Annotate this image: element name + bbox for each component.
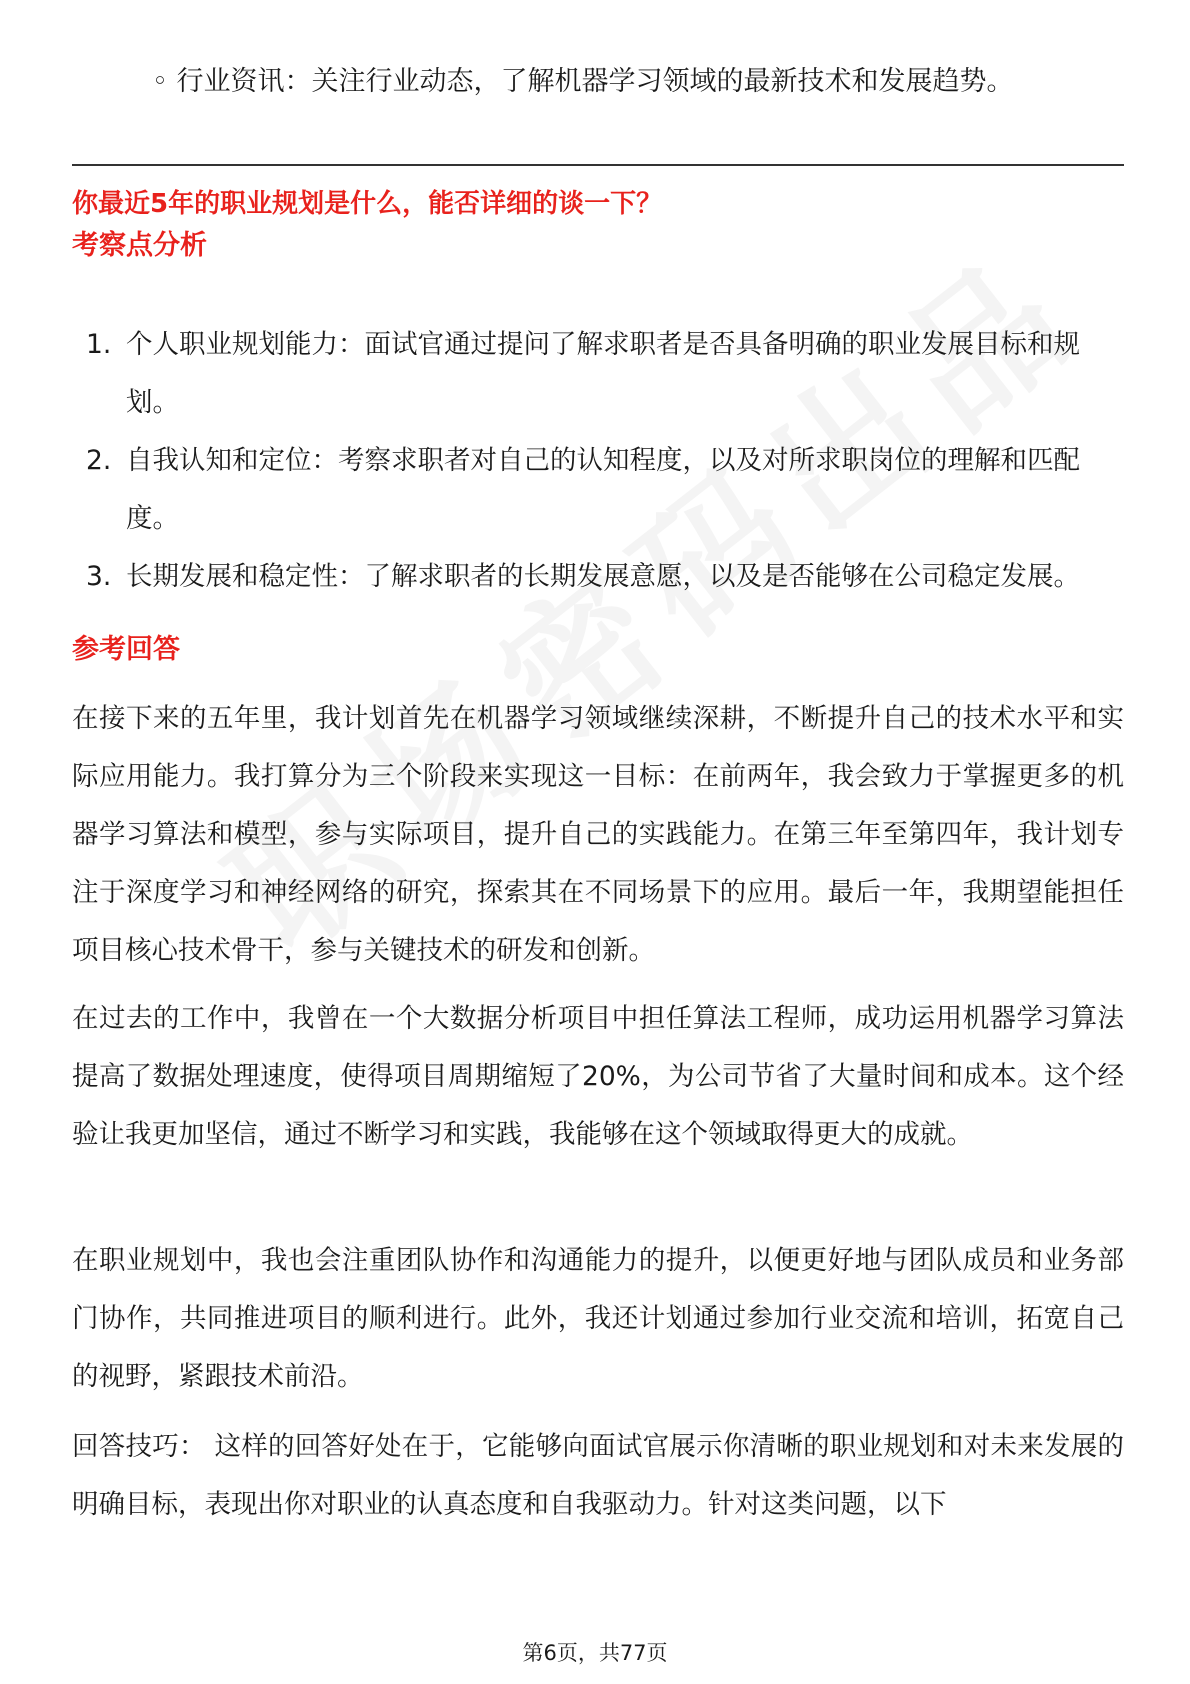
list-item: [72, 316, 1132, 432]
answer-tip-paragraph: 回答技巧： 这样的回答好处在于，它能够向面试官展示你清晰的职业规划和对未来发展的明确目标，表现出你对职业的认真态度和自我驱动力。针对这类问题，以下: [72, 1431, 1124, 1520]
list-item: [72, 548, 1132, 606]
list-item-text: 个人职业规划能力：面试官通过提问了解求职者是否具备明确的职业发展目标和规划。: [126, 329, 1080, 418]
list-item-text: 长期发展和稳定性：了解求职者的长期发展意愿，以及是否能够在公司稳定发展。: [126, 561, 1080, 592]
list-number: 1.: [86, 329, 112, 360]
answer-paragraph: 在过去的工作中，我曾在一个大数据分析项目中担任算法工程师，成功运用机器学习算法提高了数据处理速度，使得项目周期缩短了20%，为公司节省了大量时间和成本。这个经验让我更加坚信，通过不断学习和实践，我能够在这个领域取得更大的成就。: [72, 1003, 1124, 1150]
list-number: 2.: [86, 445, 112, 476]
list-item: [72, 432, 1132, 548]
answer-title: 参考回答: [72, 634, 180, 665]
analysis-title: 考察点分析: [72, 230, 207, 261]
page-number: 第6页，共77页: [522, 1641, 668, 1665]
list-item-text: 自我认知和定位：考察求职者对自己的认知程度，以及对所求职岗位的理解和匹配度。: [126, 445, 1080, 534]
list-number: 3.: [86, 561, 112, 592]
section-divider: [72, 164, 1124, 166]
answer-paragraph: 在接下来的五年里，我计划首先在机器学习领域继续深耕，不断提升自己的技术水平和实际应用能力。我打算分为三个阶段来实现这一目标：在前两年，我会致力于掌握更多的机器学习算法和模型，参与实际项目，提升自己的实践能力。在第三年至第四年，我计划专注于深度学习和神经网络的研究，探索其在不同场景下的应用。最后一年，我期望能担任项目核心技术骨干，参与关键技术的研发和创新。: [72, 703, 1124, 966]
industry-news-bullet: ◦ 行业资讯：关注行业动态，了解机器学习领域的最新技术和发展趋势。: [152, 66, 1014, 97]
question-heading: 你最近5年的职业规划是什么，能否详细的谈一下？: [72, 189, 663, 219]
analysis-list: [72, 316, 1132, 606]
answer-paragraph: 在职业规划中，我也会注重团队协作和沟通能力的提升，以便更好地与团队成员和业务部门协作，共同推进项目的顺利进行。此外，我还计划通过参加行业交流和培训，拓宽自己的视野，紧跟技术前沿。: [72, 1245, 1124, 1392]
